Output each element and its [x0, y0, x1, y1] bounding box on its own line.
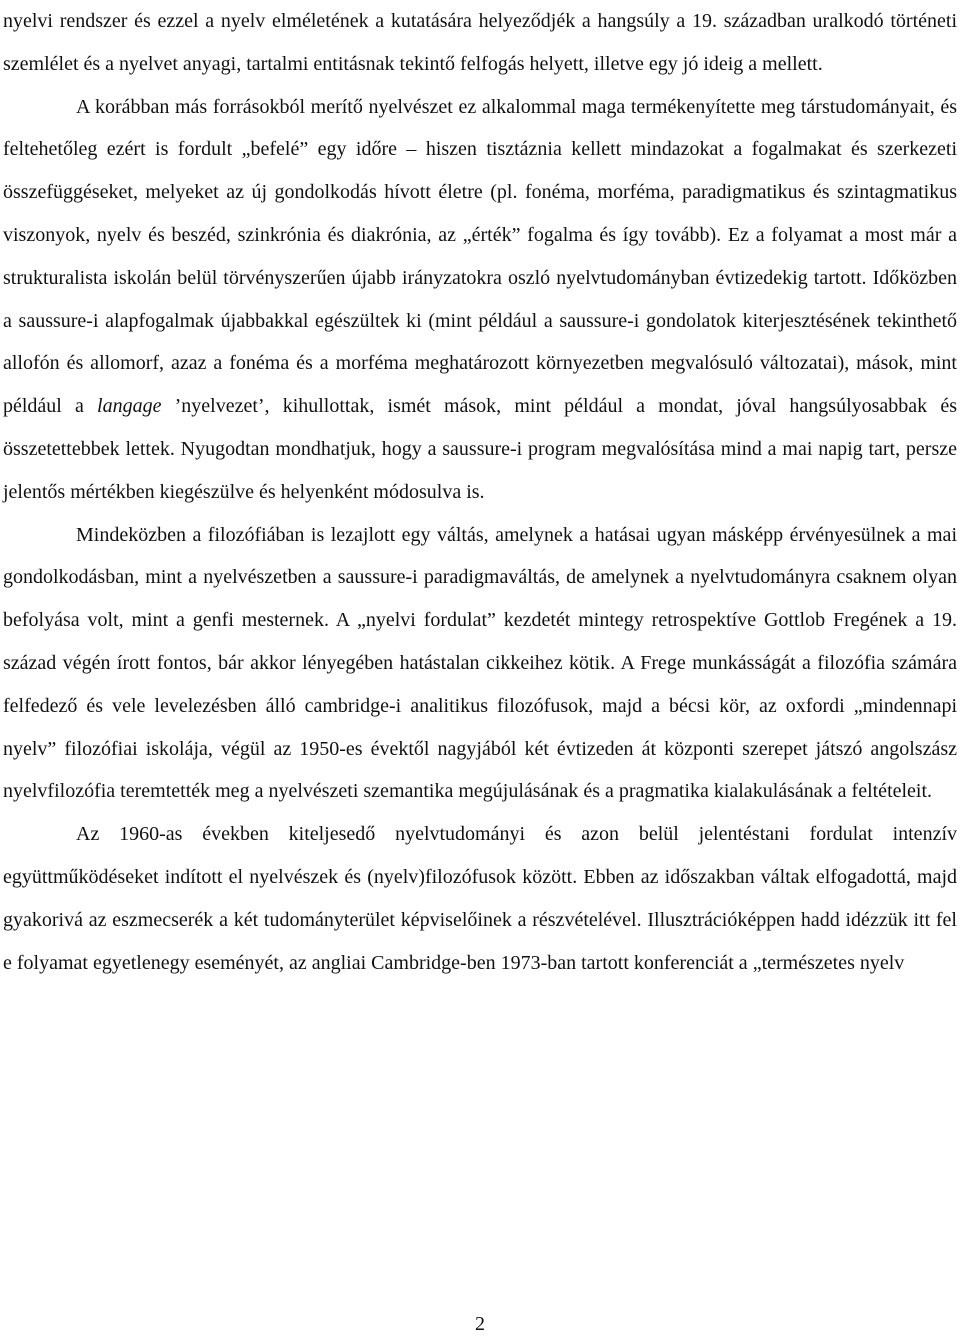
paragraph-continued	[3, 0, 957, 86]
paragraph-1960s	[3, 813, 957, 984]
paragraph-text-part: A korábban más forrásokból merítő nyelvészet ez alkalommal maga termékenyítette meg társtudományait, és feltehetőleg ezért is fordult „befelé” egy időre – hiszen tisztáznia kellett mindazokat a fogalmakat és szerkezeti összefüggéseket, melyeket az új gondolkodás hívott életre (pl. fonéma, morféma, paradigmatikus és szintagmatikus viszonyok, nyelv és beszéd, szinkrónia és diakrónia, az „érték” fogalma és így tovább). Ez a folyamat a most már a strukturalista iskolán belül törvényszerűen újabb irányzatokra oszló nyelvtudományban évtizedekig tartott. Időközben a saussure-i alapfogalmak újabbakkal egészültek ki (mint például a saussure-i gondolatok kiterjesztésének tekinthető allofón és allomorf, azaz a fonéma és a morféma meghatározott környezetben megvalósuló változatai), mások, mint például a	[3, 95, 957, 418]
paragraph-linguistic-turn	[3, 514, 957, 814]
paragraph-text: nyelvi rendszer és ezzel a nyelv elméletének a kutatására helyeződjék a hangsúly a 19. században uralkodó történeti szemlélet és a nyelvet anyagi, tartalmi entitásnak tekintő felfogás helyett, illetve egy jó ideig a mellett.	[3, 10, 957, 75]
paragraph-text-part: ’nyelvezet’, kihullottak, ismét mások, mint például a mondat, jóval hangsúlyosabbak és összetettebbek lettek. Nyugodtan mondhatjuk, hogy a saussure-i program megvalósítása mind a mai napig tart, persze jelentős mértékben kiegészülve és helyenként módosulva is.	[3, 395, 957, 503]
italic-term-langage: langage	[97, 395, 162, 418]
paragraph-saussure-program	[3, 86, 957, 514]
page-number: 2	[475, 1313, 485, 1335]
document-page	[3, 0, 957, 984]
paragraph-text: Mindeközben a filozófiában is lezajlott egy váltás, amelynek a hatásai ugyan másképp érvényesülnek a mai gondolkodásban, mint a nyelvészetben a saussure-i paradigmaváltás, de amelynek a nyelvtudományra csaknem olyan befolyása volt, mint a genfi mesternek. A „nyelvi fordulat” kezdetét mintegy retrospektíve Gottlob Fregének a 19. század végén írott fontos, bár akkor lényegében hatástalan cikkeihez kötik. A Frege munkásságát a filozófia számára felfedező és vele levelezésben álló cambridge-i analitikus filozófusok, majd a bécsi kör, az oxfordi „mindennapi nyelv” filozófiai iskolája, végül az 1950-es évektől nagyjából két évtizeden át központi szerepet játszó angolszász nyelvfilozófia teremtették meg a nyelvészeti szemantika megújulásának és a pragmatika kialakulásának a feltételeit.	[3, 523, 957, 803]
paragraph-text: Az 1960-as években kiteljesedő nyelvtudományi és azon belül jelentéstani fordulat intenzív együttműködéseket indított el nyelvészek és (nyelv)filozófusok között. Ebben az időszakban váltak elfogadottá, majd gyakorivá az eszmecserék a két tudományterület képviselőinek a részvételével. Illusztrációképpen hadd idézzük itt fel e folyamat egyetlenegy eseményét, az angliai Cambridge-ben 1973-ban tartott konferenciát a „természetes nyelv	[3, 823, 957, 974]
